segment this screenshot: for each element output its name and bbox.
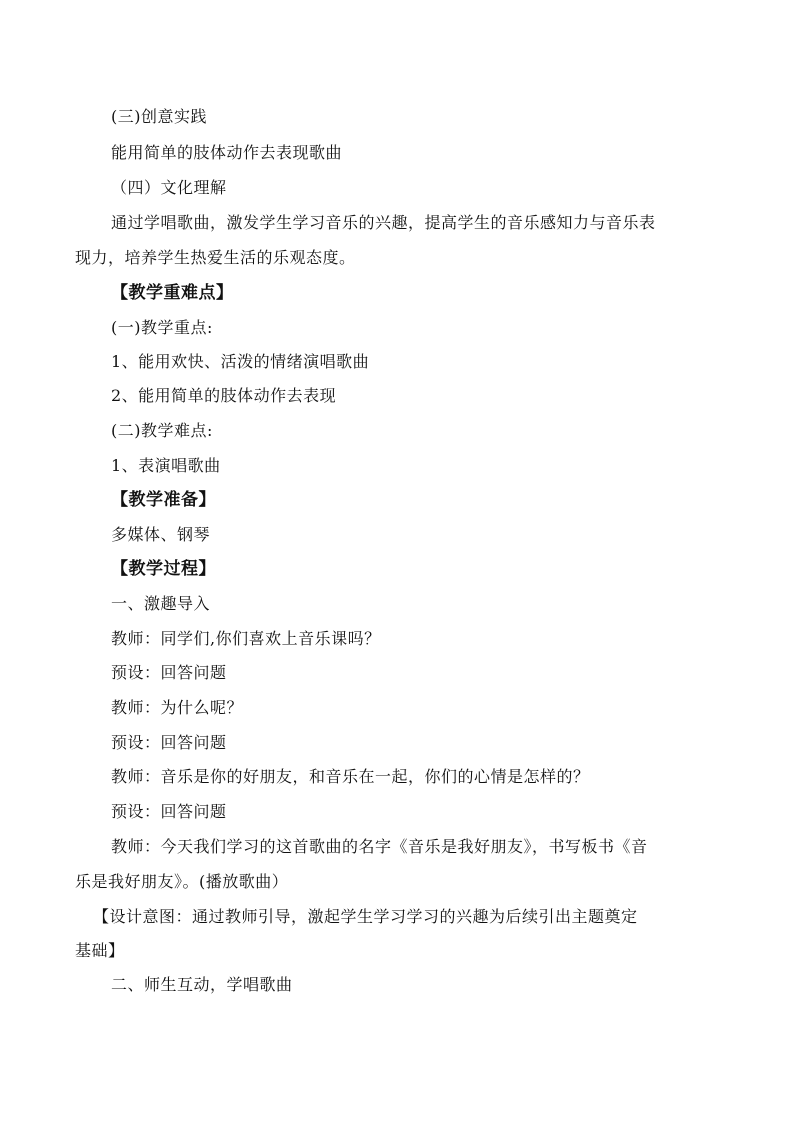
key-point-item-2: 2、能用简单的肢体动作去表现 (111, 386, 337, 405)
prep-text: 多媒体、钢琴 (111, 525, 211, 544)
dialog-line-6: 预设：回答问题 (111, 802, 227, 821)
dialog-line-7b: 乐是我好朋友》。(播放歌曲） (75, 872, 289, 891)
key-point-item-1: 1、能用欢快、活泼的情绪演唱歌曲 (111, 352, 370, 371)
section-d-text-line2: 现力，培养学生热爱生活的乐观态度。 (75, 248, 356, 267)
dialog-line-5: 教师：音乐是你的好朋友，和音乐在一起，你们的心情是怎样的？ (111, 767, 590, 786)
key-points-heading: 【教学重难点】 (111, 283, 234, 303)
section-d-heading: （四）文化理解 (111, 178, 227, 197)
difficulty-item-1: 1、表演唱歌曲 (111, 456, 221, 475)
step1-heading: 一、激趣导入 (111, 594, 211, 613)
dialog-line-3: 教师：为什么呢？ (111, 698, 244, 717)
dialog-line-1: 教师：同学们,你们喜欢上音乐课吗？ (111, 629, 381, 648)
dialog-line-7a: 教师：今天我们学习的这首歌曲的名字《音乐是我好朋友》，书写板书《音 (111, 837, 648, 856)
key-point-subheading: (一)教学重点: (111, 318, 213, 337)
step2-heading: 二、师生互动，学唱歌曲 (111, 975, 293, 994)
section-c-text: 能用简单的肢体动作去表现歌曲 (111, 143, 343, 162)
process-heading: 【教学过程】 (111, 559, 216, 579)
section-d-text-line1: 通过学唱歌曲，激发学生学习音乐的兴趣，提高学生的音乐感知力与音乐表 (111, 213, 656, 232)
design-intent-line1: 【设计意图：通过教师引导，激起学生学习学习的兴趣为后续引出主题奠定 (93, 907, 638, 926)
dialog-line-2: 预设：回答问题 (111, 663, 227, 682)
prep-heading: 【教学准备】 (111, 490, 216, 510)
section-c-heading: (三)创意实践 (111, 107, 207, 126)
design-intent-line2: 基础】 (75, 941, 125, 960)
dialog-line-4: 预设：回答问题 (111, 733, 227, 752)
difficulty-subheading: (二)教学难点: (111, 421, 213, 440)
